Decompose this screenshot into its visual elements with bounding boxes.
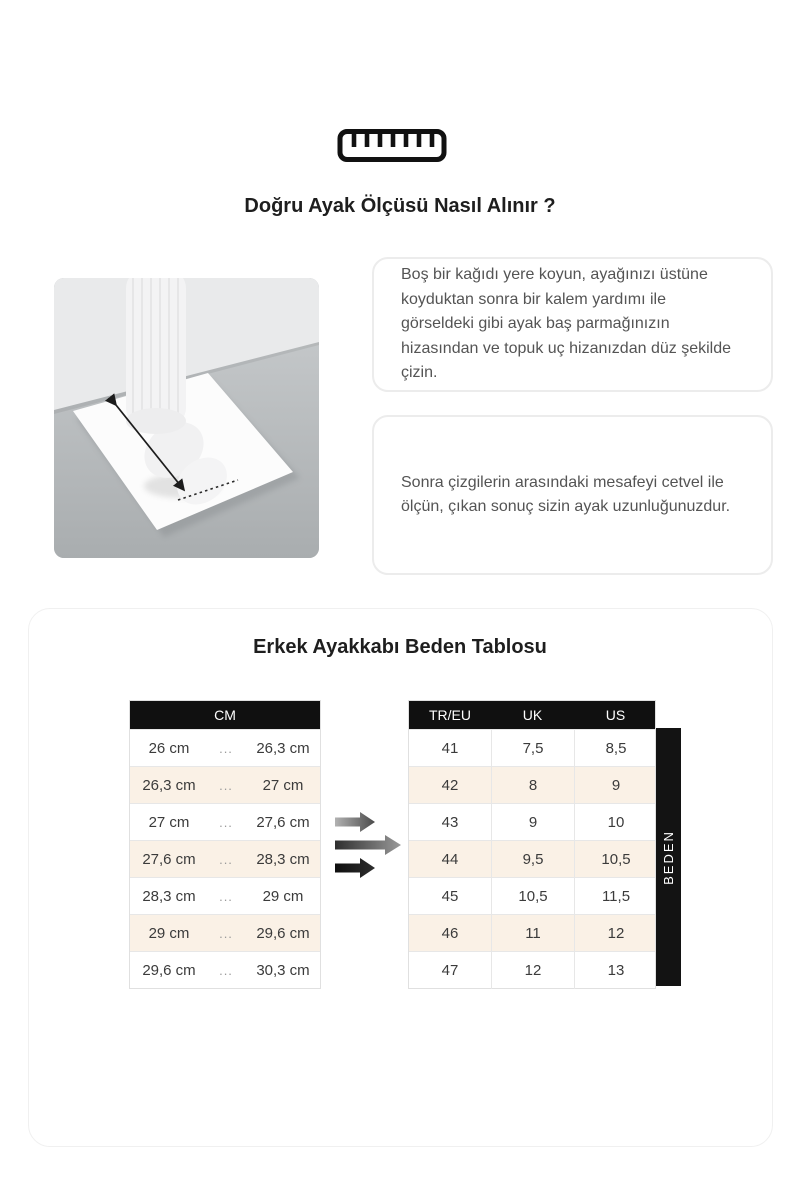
us-header-label: US [605,707,626,723]
us-cell: 9 [574,767,657,804]
uk-header-label: UK [522,707,543,723]
size-table-row [409,729,655,766]
treu-cell: 43 [441,814,459,831]
cm-table-header [130,701,320,729]
cm-table-row [130,877,320,914]
instruction-text-2: Sonra çizgilerin arasındaki mesafeyi cetvel ile ölçün, çıkan sonuç sizin ayak uzunluğunuzdur. [401,473,731,515]
cm-to: 26,3 cm [256,739,310,757]
size-table-row [409,840,655,877]
cm-header-label: CM [214,707,236,723]
cm-from: 26 cm [148,739,190,757]
cm-to: 27 cm [262,776,304,794]
treu-header-label: TR/EU [429,707,471,723]
cm-to: 30,3 cm [256,961,310,979]
size-table-row [409,877,655,914]
cm-to: 29,6 cm [256,924,310,942]
treu-cell: 41 [441,740,459,757]
size-table-row [409,803,655,840]
size-table-row [409,951,655,988]
range-dots: ... [219,962,233,978]
cm-from: 29 cm [148,924,190,942]
arrow-right-icon [335,835,401,855]
size-table-row [409,766,655,803]
instruction-text-1: Boş bir kağıdı yere koyun, ayağınızı üstüne koyduktan sonra bir kalem yardımı ile görseldeki gibi ayak baş parmağınızın hizasından ve topuk uç hizanızdan düz şekilde çizin. [401,266,731,382]
range-dots: ... [219,851,233,867]
ruler-icon [337,128,447,163]
us-cell: 10 [574,804,657,841]
uk-cell: 11 [491,915,574,952]
size-table-header-row [409,701,655,729]
us-cell: 12 [574,915,657,952]
arrow-right-icon [335,858,375,878]
treu-cell: 47 [441,962,459,979]
cm-table [129,700,321,989]
cm-from: 26,3 cm [142,776,196,794]
page-title: Doğru Ayak Ölçüsü Nasıl Alınır ? [244,195,556,217]
arrow-right-icon [335,812,375,832]
range-dots: ... [219,740,233,756]
cm-from: 27,6 cm [142,850,196,868]
beden-label: BEDEN [661,829,677,885]
treu-cell: 45 [441,888,459,905]
range-dots: ... [219,814,233,830]
instruction-card-1 [372,257,773,392]
range-dots: ... [219,777,233,793]
us-cell: 10,5 [574,841,657,878]
cm-table-row [130,766,320,803]
measurement-photo-card [54,278,319,558]
us-cell: 13 [574,952,657,989]
cm-table-row [130,729,320,766]
uk-cell: 8 [491,767,574,804]
cm-table-row [130,840,320,877]
uk-cell: 9 [491,804,574,841]
instruction-card-2 [372,415,773,575]
size-table-row [409,914,655,951]
range-dots: ... [219,925,233,941]
foot-measurement-photo [54,278,319,558]
cm-table-row [130,951,320,988]
conversion-arrows [333,808,403,882]
size-table-heading: Erkek Ayakkabı Beden Tablosu [253,636,547,658]
cm-from: 29,6 cm [142,961,196,979]
cm-to: 28,3 cm [256,850,310,868]
range-dots: ... [219,888,233,904]
uk-cell: 9,5 [491,841,574,878]
cm-to: 29 cm [262,887,304,905]
us-cell: 11,5 [574,878,657,915]
treu-cell: 42 [441,777,459,794]
cm-table-row [130,803,320,840]
uk-cell: 7,5 [491,730,574,767]
us-cell: 8,5 [574,730,657,767]
treu-cell: 46 [441,925,459,942]
cm-table-row [130,914,320,951]
beden-side-bar [656,728,681,986]
size-conversion-table [408,700,656,989]
uk-cell: 12 [491,952,574,989]
treu-cell: 44 [441,851,459,868]
cm-from: 27 cm [148,813,190,831]
cm-to: 27,6 cm [256,813,310,831]
uk-cell: 10,5 [491,878,574,915]
cm-from: 28,3 cm [142,887,196,905]
